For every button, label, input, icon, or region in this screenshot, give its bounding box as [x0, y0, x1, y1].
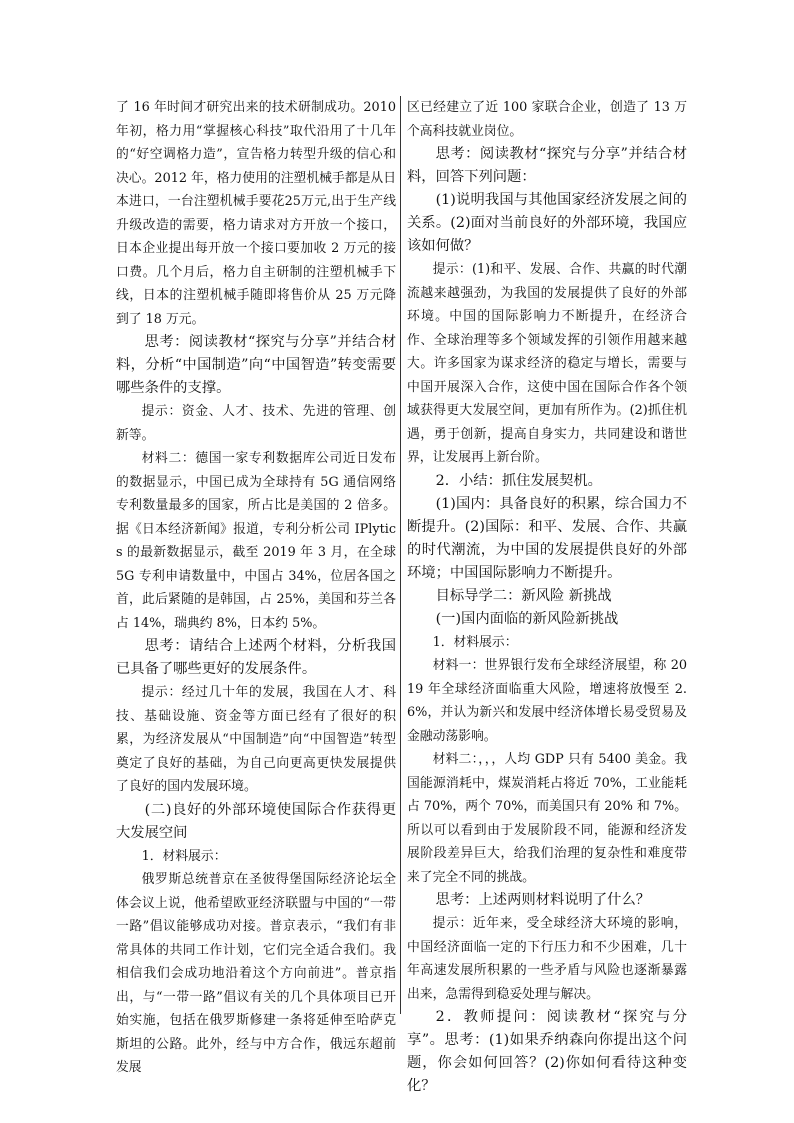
paragraph-summary: (1)国内：具备良好的积累，综合国力不断提升。(2)国际：和平、发展、合作、共赢的时代潮流，为中国的发展提供良好的外部环境；中国国际影响力不断提升。	[407, 495, 687, 581]
paragraph-think-2: 思考：请结合上述两个材料，分析我国已具备了哪些更好的发展条件。	[116, 638, 396, 677]
paragraph-teacher-question: 2．教师提问：阅读教材“探究与分享”。思考：(1)如果乔纳森向你提出这个问题，你会如何回答？(2)你如何看待这种变化？	[407, 1009, 687, 1094]
paragraph-summary-title: 2．小结：抓住发展契机。	[435, 472, 602, 489]
paragraph-hint-4: 提示：近年来，受全球经济大环境的影响，中国经济面临一定的下行压力和不少困难，几十年高速发展所积累的一些矛盾与风险也逐渐暴露出来，急需得到稳妥处理与解决。	[407, 916, 687, 1002]
paragraph-energy: 材料二：，，，人均 GDP 只有 5400 美金。我国能源消耗中，煤炭消耗占将近 70%，工业能耗占 70%，两个 70%，而美国只有 20% 和 7%。所以可以看到由于发展阶段不同，能源和经济发展阶段差异巨大，给我们治理的复杂性和难度带来了完全不同的挑战。	[407, 752, 687, 885]
section-heading-2: (二)良好的外部环境使国际合作获得更大发展空间	[116, 801, 396, 841]
paragraph-hint-3: 提示：(1)和平、发展、合作、共赢的时代潮流越来越强劲，为我国的发展提供了良好的外部环境。中国的国际影响力不断提升，在经济合作、全球治理等多个领域发挥的引领作用越来越大。许多国家为谋求经济的稳定与增长，需要与中国开展深入合作，这使中国在国际合作各个领域获得更大发展空间，更加有所作为。(2)抓住机遇，勇于创新，提高自身实力，共同建设和谐世界，让发展再上新台阶。	[407, 262, 687, 465]
paragraph-hint-2: 提示：经过几十年的发展，我国在人才、科技、基础设施、资金等方面已经有了很好的积累，为经济发展从“中国制造”向“中国智造”转型奠定了良好的基础，为自己向更高更快发展提供了良好的国内发展环境。	[116, 685, 396, 794]
column-divider	[400, 96, 401, 1014]
goal-heading-2: 目标导学二：新风险 新挑战	[435, 587, 612, 604]
right-column	[407, 96, 687, 1098]
paragraph-think-1: 思考：阅读教材“探究与分享”并结合材料，分析“中国制造”向“中国智造”转变需要哪些条件的支撑。	[116, 334, 396, 396]
paragraph-worldbank: 材料一：世界银行发布全球经济展望，称 2019 年全球经济面临重大风险，增速将放慢至 2.6%，并认为新兴和发展中经济体增长易受贸易及金融动荡影响。	[407, 658, 687, 744]
paragraph-putin-cont: 区已经建立了近 100 家联合企业，创造了 13 万个高科技就业岗位。	[407, 100, 687, 139]
paragraph-putin: 俄罗斯总统普京在圣彼得堡国际经济论坛全体会议上说，他希望欧亚经济联盟与中国的“一带一路”倡议能够成功对接。普京表示，“我们有非常具体的共同工作计划，它们完全适合我们。我相信我们会成功地沿着这个方向前进”。普京指出，与“一带一路”倡议有关的几个具体项目已开始实施，包括在俄罗斯修建一条将延伸至哈萨克斯坦的公路。此外，经与中方合作，俄远东超前发展	[116, 872, 396, 1075]
paragraph-think-4: 思考：上述两则材料说明了什么？	[435, 892, 651, 908]
left-column	[116, 96, 396, 1080]
paragraph-material-label: 1．材料展示：	[141, 848, 227, 864]
paragraph-hint-1: 提示：资金、人才、技术、先进的管理、创新等。	[116, 404, 396, 443]
paragraph-gree-story: 了 16 年时间才研究出来的技术研制成功。2010 年初，格力用“掌握核心科技”取代沿用了十几年的“好空调格力造”，宣告格力转型升级的信心和决心。2012 年，格力使用的注塑机械手都是从日本进口，一台注塑机械手要花25万元,出于生产线升级改造的需要，格力请求对方开放一个接口，日本企业提出每开放一个接口要加收 2 万元的接口费。几个月后，格力自主研制的注塑机械手下线，日本的注塑机械手随即将售价从 25 万元降到了 18 万元。	[116, 100, 396, 327]
section-heading-domestic: (一)国内面临的新风险新挑战	[435, 610, 619, 627]
paragraph-material-label-2: 1．材料展示：	[432, 634, 518, 650]
paragraph-questions: (1)说明我国与其他国家经济发展之间的关系。(2)面对当前良好的外部环境，我国应该如何做？	[407, 192, 687, 254]
paragraph-material-2: 材料二：德国一家专利数据库公司近日发布的数据显示，中国已成为全球持有 5G 通信网络专利数量最多的国家，所占比是美国的 2 倍多。据《日本经济新闻》报道，专利分析公司 IPlytics 的最新数据显示，截至 2019 年 3 月，在全球 5G 专利申请数量中，中国占 34%，位居各国之首，此后紧随的是韩国，占 25%，美国和芬兰各占 14%，瑞典约 8%，日本约 5%。	[116, 451, 396, 631]
paragraph-think-3: 思考：阅读教材“探究与分享”并结合材料，回答下列问题：	[407, 146, 687, 185]
